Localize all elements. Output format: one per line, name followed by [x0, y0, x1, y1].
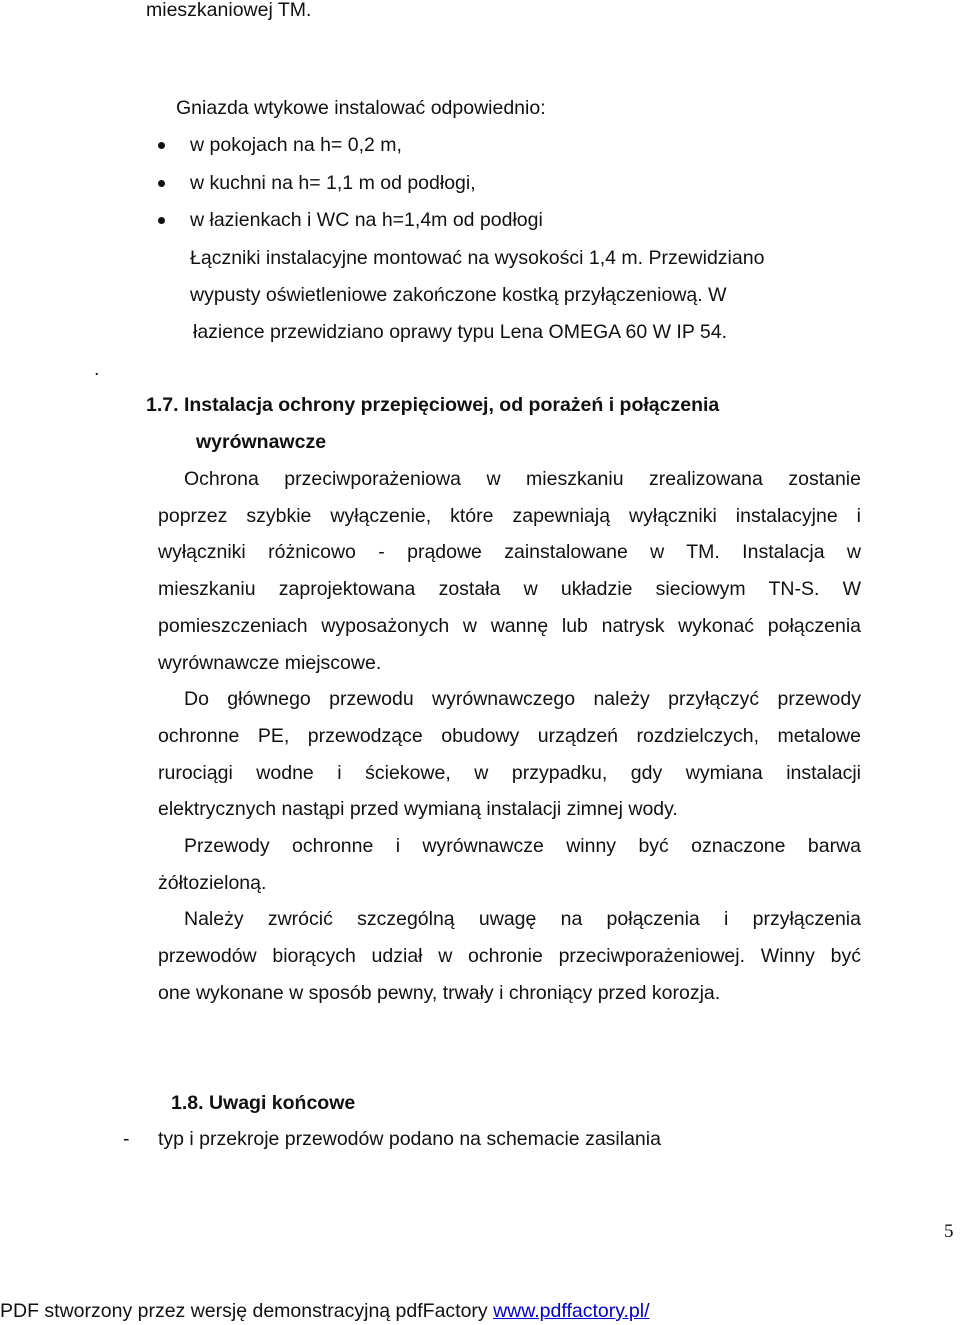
footer-text: PDF stworzony przez wersję demonstracyjną pdfFactory	[0, 1300, 494, 1322]
stray-dot: .	[94, 358, 100, 380]
remarks-item: typ i przekroje przewodów podano na schemacie zasilania	[158, 1128, 661, 1150]
pdf-footer	[0, 1299, 650, 1323]
bullet-icon	[158, 142, 165, 149]
section-heading-1-8: 1.8. Uwagi końcowe	[171, 1092, 356, 1114]
paragraph-line: elektrycznych nastąpi przed wymianą instalacji zimnej wody.	[158, 798, 678, 820]
page-number: 5	[944, 1221, 954, 1242]
bullet-icon	[158, 180, 165, 187]
paragraph-line: żółtozieloną.	[158, 872, 267, 894]
section-heading-1-7: 1.7. Instalacja ochrony przepięciowej, od porażeń i połączenia	[146, 394, 720, 416]
paragraph-line: rurociągi wodne i ściekowe, w przypadku, gdy wymiana instalacji	[158, 762, 861, 784]
bullet-item: w kuchni na h= 1,1 m od podłogi,	[190, 172, 476, 194]
paragraph-line: Ochrona przeciwporażeniowa w mieszkaniu zrealizowana zostanie	[184, 468, 861, 490]
dash-marker: -	[123, 1128, 130, 1150]
footer-link[interactable]: www.pdffactory.pl/	[493, 1300, 650, 1322]
switches-text-line: Łączniki instalacyjne montować na wysokości 1,4 m. Przewidziano	[190, 247, 765, 269]
paragraph-line: wyrównawcze miejscowe.	[158, 652, 382, 674]
paragraph-line: przewodów biorących udział w ochronie przeciwporażeniowej. Winny być	[158, 945, 861, 967]
bullet-item: w łazienkach i WC na h=1,4m od podłogi	[190, 209, 543, 231]
sockets-intro: Gniazda wtykowe instalować odpowiednio:	[176, 97, 546, 119]
paragraph-line: mieszkaniu zaprojektowana została w układzie sieciowym TN-S. W	[158, 578, 861, 600]
paragraph-line: Przewody ochronne i wyrównawcze winny być oznaczone barwa	[184, 835, 861, 857]
bullet-icon	[158, 217, 165, 224]
paragraph-line: pomieszczeniach wyposażonych w wannę lub natrysk wykonać połączenia	[158, 615, 861, 637]
bullet-item: w pokojach na h= 0,2 m,	[190, 134, 402, 156]
continued-text: mieszkaniowej TM.	[146, 0, 312, 21]
paragraph-line: Należy zwrócić szczególną uwagę na połączenia i przyłączenia	[184, 908, 861, 930]
paragraph-line: ochronne PE, przewodzące obudowy urządzeń rozdzielczych, metalowe	[158, 725, 861, 747]
paragraph-line: one wykonane w sposób pewny, trwały i chroniący przed korozja.	[158, 982, 721, 1004]
paragraph-line: poprzez szybkie wyłączenie, które zapewniają wyłączniki instalacyjne i	[158, 505, 861, 527]
paragraph-line: wyłączniki różnicowo - prądowe zainstalowane w TM. Instalacja w	[158, 541, 861, 563]
paragraph-line: Do głównego przewodu wyrównawczego należy przyłączyć przewody	[184, 688, 861, 710]
switches-text-line: łazience przewidziano oprawy typu Lena OMEGA 60 W IP 54.	[193, 321, 728, 343]
switches-text-line: wypusty oświetleniowe zakończone kostką przyłączeniową. W	[190, 284, 727, 306]
section-heading-1-7-continued: wyrównawcze	[196, 431, 327, 453]
